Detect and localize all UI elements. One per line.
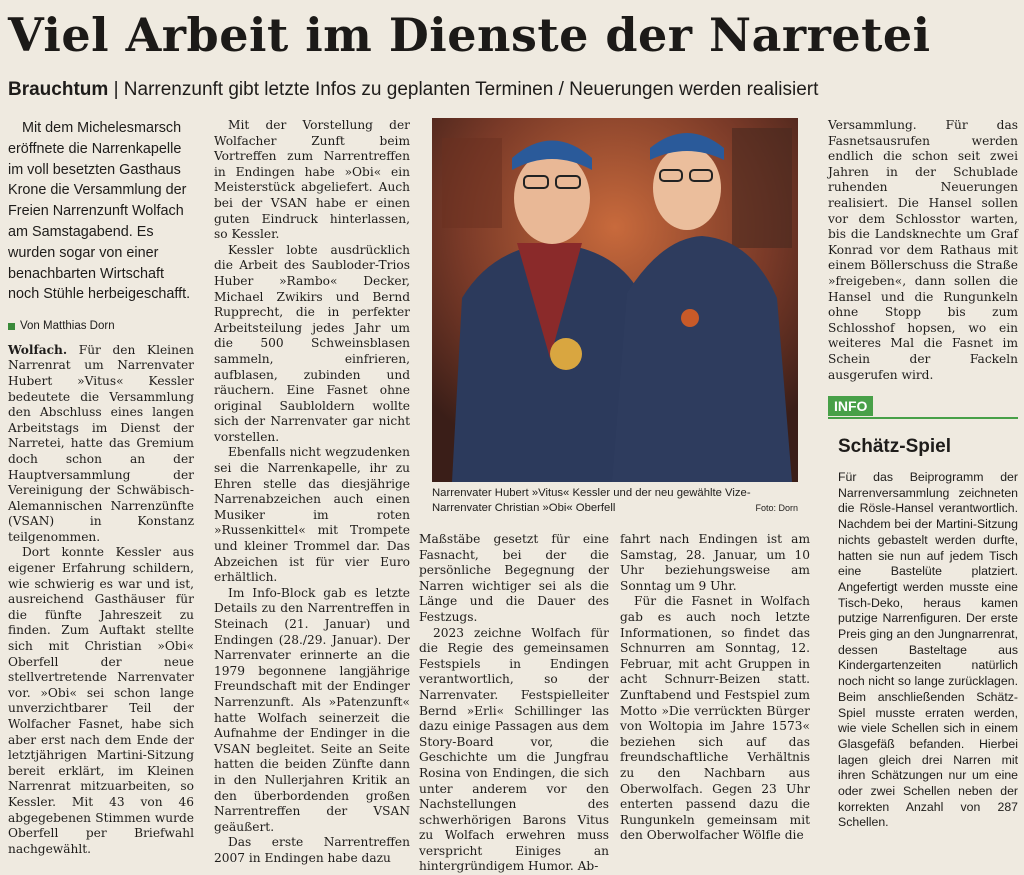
paragraph: Dort konnte Kessler aus eigener Erfahrung schildern, wie schwierig es war und ist, ausreichend Gasthäuser für die fünfte Jahreszeit zu finden. Zum Auftakt stellte sich mit Christian »Obi« Oberfell der neue stellvertretende Narrenvater vor. »Obi« sei schon lange unverzichtbarer Teil der Wolfacher Fasnet, habe sich aber erst nach dem Ende der letztjährigen Martini-Sitzung bereit erklärt, im Kleinen Narrenrat mitzuarbeiten, so Kessler. Mit 43 von 46 abgegebenen Stimmen wurde Oberfell per Briefwahl nachgewählt. [8, 545, 194, 856]
paragraph: Kessler lobte ausdrücklich die Arbeit des Saubloder-Trios Huber »Rambo« Decker, Michael Zwikirs und Bernd Rupprecht, die in perfekter Arbeitsteilung jedes Jahr um die 500 Schweinsblasen sammeln, einfrieren, aufblasen, zubinden und räuchern. Eine Fasnet ohne original Saubloldern wollte sich der Narrenvater gar nicht vorstellen. [214, 242, 410, 444]
paragraph: Im Info-Block gab es letzte Details zu den Narrentreffen in Steinach (21. Januar) und Endingen (28./29. Januar). Der Narrenvater erinnerte an die 1979 begonnene langjährige Freundschaft mit der Endinger Narrenzunft. Als »Patenzunft« hatte Wolfach seinerzeit die Aufnahme der Endinger in die VSAN begleitet. Seite an Seite hatten die beiden Zünfte dann in den Nullerjahren Kritik an den überbordenden großen Narrentreffen der VSAN geäußert. [214, 585, 410, 834]
lead-paragraph: Mit dem Michelesmarsch eröffnete die Narrenkapelle im voll besetzten Gasthaus Krone die Versammlung der Freien Narrenzunft Wolfach am Samstagabend. Es wurden sogar von einer benachbarten Wirtschaft noch Stühle herbeigeschafft. [8, 120, 191, 303]
subheadline-row: Brauchtum | Narrenzunft gibt letzte Infos zu geplanten Terminen / Neuerungen werden realisiert [8, 79, 819, 100]
paragraph: Ebenfalls nicht wegzudenken sei die Narrenkapelle, ihr zu Ehren stelle das diesjährige Narrenabzeichen auch einen Musiker im roten »Russenkittel« mit Trompete und kleiner Trommel dar. Das Abzeichen ist für vier Euro erhältlich. [214, 445, 410, 585]
headline: Viel Arbeit im Dienste der Narretei [8, 8, 931, 62]
paragraph: Für die Fasnet in Wolfach gab es auch noch letzte Informationen, so findet das Schnurren am Sonntag, 12. Februar, mit acht Gruppen in acht Schnurr-Beizen statt. Zunftabend und Festspiel zum Motto »Die verrückten Bürger von Woltopia im Jahre 1573« beziehen sich auf das freundschaftliche Verhältnis zu den Nachbarn aus Oberwolfach. Gegen 23 Uhr enterten passend dazu die Rungunkeln gemeinsam mit den Oberwolfacher Wölfle die [620, 594, 810, 843]
paragraph: Mit der Vorstellung der Wolfacher Zunft beim Vortreffen zum Narrentreffen in Endingen habe »Obi« ein Meisterstück abgeliefert. Auch bei der VSAN habe er einen guten Eindruck hinterlassen, so Kessler. [214, 118, 410, 242]
paragraph [8, 343, 194, 546]
info-heading: Schätz-Spiel [838, 436, 951, 457]
column-5 [828, 118, 1018, 383]
photo [432, 118, 798, 482]
photo-caption [432, 486, 798, 516]
photo-illustration [432, 118, 798, 482]
paragraph: fahrt nach Endingen ist am Samstag, 28. Januar, um 10 Uhr beziehungsweise am Sonntag um 9 Uhr. [620, 532, 810, 593]
dateline: Wolfach. [8, 342, 68, 357]
column-1 [8, 118, 194, 857]
byline-text: Von Matthias Dorn [20, 320, 115, 333]
subheadline: Narrenzunft gibt letzte Infos zu geplanten Terminen / Neuerungen werden realisiert [123, 79, 819, 100]
photo-credit: Foto: Dorn [755, 503, 798, 513]
paragraph-text: Für den Kleinen Narrenrat um Narrenvater Hubert »Vitus« Kessler bedeutete die Versammlung den Abschluss eines langen Arbeitstags im Dienst der Narretei, hatte das Gremium doch schon an der Hauptversammlung der Vereinigung der Schwäbisch-Alemannischen Narrenzünfte (VSAN) in Konstanz teilgenommen. [8, 342, 194, 544]
column-4 [620, 532, 810, 844]
paragraph: Maßstäbe gesetzt für eine Fasnacht, bei der die persönliche Begegnung der Narren wichtiger sei als die Länge und die Dauer des Festzugs. [419, 532, 609, 624]
info-tag: INFO [828, 396, 873, 416]
column-2 [214, 118, 410, 867]
square-bullet-icon [8, 323, 15, 330]
paragraph: 2023 zeichne Wolfach für die Regie des gemeinsamen Festspiels in Endingen verantwortlich, so der Narrenvater. Festspielleiter Bernd »Erli« Schillinger las dazu einige Passagen aus dem Story-Board vor, die Geschichte um die Jungfrau Rosina von Endingen, die sich unter anderem vor den Nachstellungen des schwerhörigen Barons Vitus zu Wolfach erwehren muss verspricht Einiges an hintergründigem Humor. Ab- [419, 625, 609, 874]
paragraph: Das erste Narrentreffen 2007 in Endingen habe dazu [214, 835, 410, 865]
kicker: Brauchtum [8, 79, 109, 100]
info-divider [828, 417, 1018, 419]
caption-text: Narrenvater Hubert »Vitus« Kessler und der neu gewählte Vize-Narrenvater Christian »Obi« Oberfell [432, 487, 751, 514]
byline [8, 319, 194, 335]
paragraph: Versammlung. Für das Fasnetsausrufen werden endlich die schon seit zwei Jahren in der Schublade ruhenden Neuerungen realisiert. Die Hansel sollen vor dem Schlosstor warten, bis die Landsknechte um Graf Konrad vor dem Rathaus mit einem Böllerschuss die Straße »freigeben«, dann sollen die Hansel und die Rungunkeln ohne Stopp bis zum Schlosshof hopsen, wo ein weiteres Mal die Fasnet im Schein der Fackeln ausgerufen wird. [828, 118, 1018, 382]
column-3 [419, 532, 609, 875]
info-body: Für das Beiprogramm der Narrenversammlung zeichneten die Rösle-Hansel verantwortlich. Nachdem bei der Martini-Sitzung nichts gebastelt werden durfte, hatten sie nun auf jedem Tisch eine Bastelüte platziert. Angefertigt werden musste eine Tisch-Deko, heraus kamen putzige Narrenfiguren. Der erste Preis ging an den Jungnarrenrat, dessen Basteltage aus Kindergartenzeiten natürlich noch nicht so lange zurücklagen. Beim anschließenden Schätz-Spiel musste erraten werden, wie viele Schellen sich in einem Glasgefäß befanden. Hierbei lagen gleich drei Narren mit ihren Schätzungen nur um eine oder zwei Schellen neben der korrekten Anzahl von 287 Schellen. [838, 470, 1018, 830]
